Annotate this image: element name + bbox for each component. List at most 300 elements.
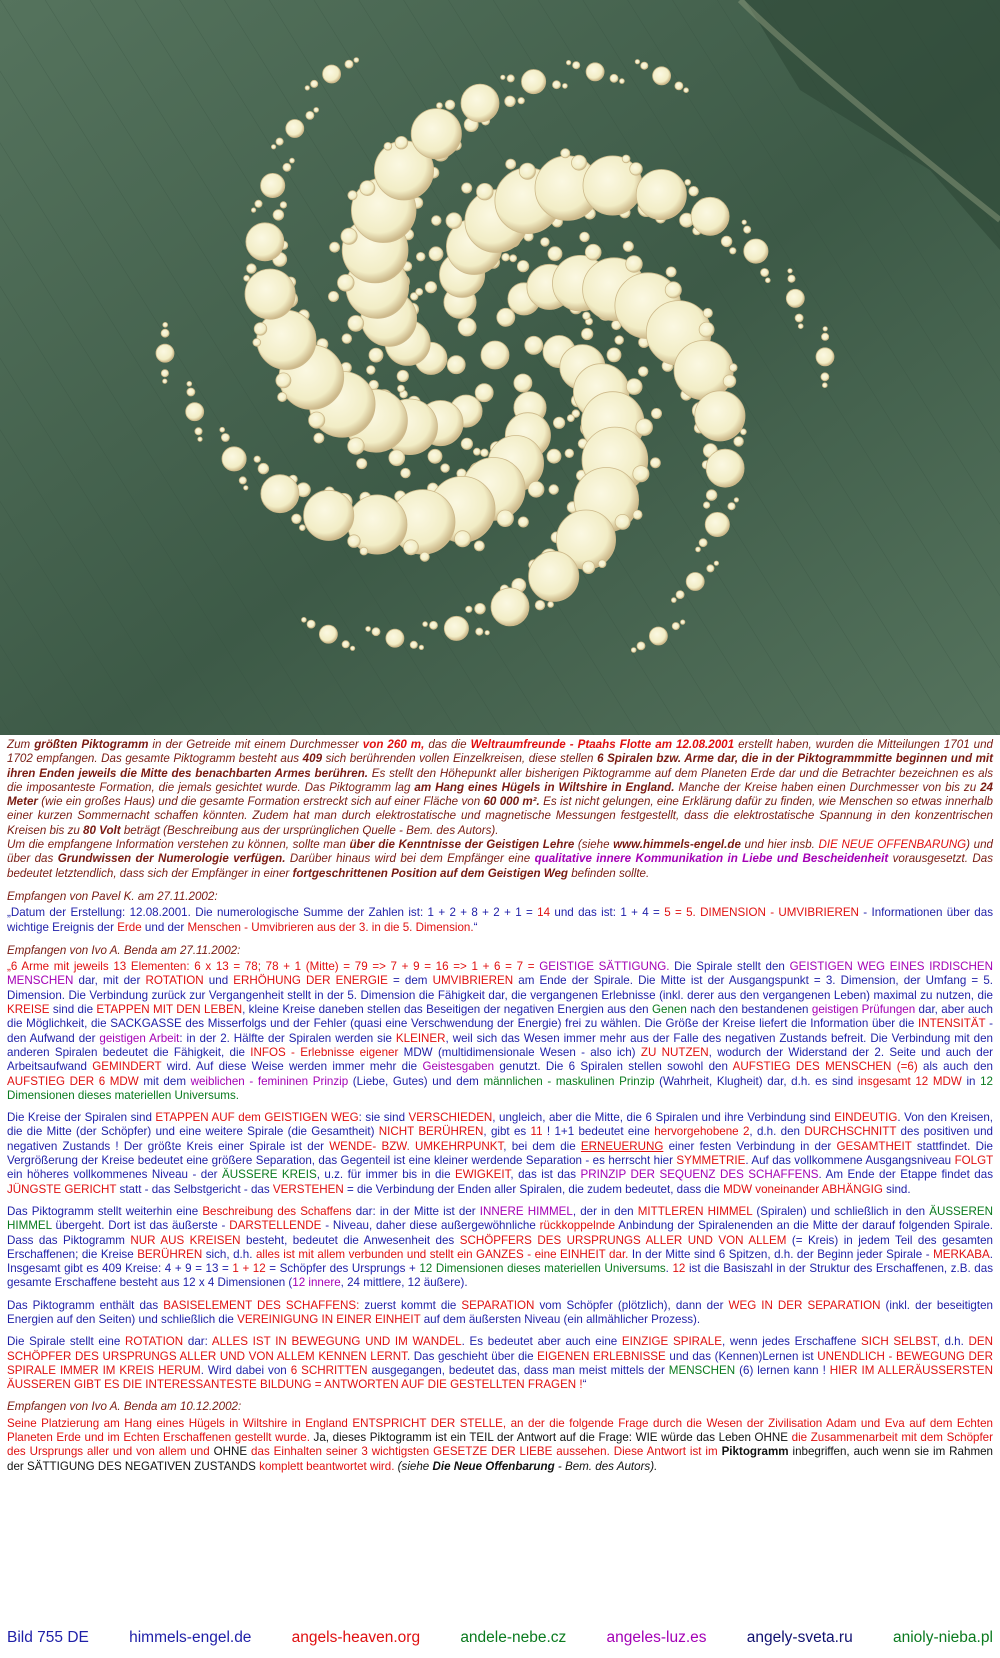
crop-circle	[290, 158, 295, 163]
intro-bold: über die Kenntnisse der Geistigen Lehre	[349, 838, 575, 852]
crop-circle	[573, 62, 580, 69]
crop-circle	[398, 385, 405, 392]
crop-circle	[323, 65, 341, 83]
crop-circle	[695, 391, 745, 441]
footer-link-himmels-engel[interactable]: himmels-engel.de	[129, 1629, 252, 1646]
crop-circle	[445, 100, 455, 110]
crop-circle	[706, 449, 744, 487]
msg-text: Anbindung der Spiralenenden an die Mitte der darauf folgenden Spirale. Dass das Piktogramm	[7, 1219, 993, 1247]
intro-text: ) und über das	[7, 838, 993, 866]
intro-text: Darüber hinaus wird bei dem Empfänger eine	[285, 852, 535, 866]
crop-circle	[446, 213, 462, 229]
msg-purple: geistigen Arbeit	[99, 1031, 180, 1045]
msg-green: 12 Dimensionen dieses materiellen Universums	[419, 1262, 666, 1276]
msg-red-underlined: ERNEUERUNG	[580, 1139, 664, 1153]
crop-circle	[221, 434, 229, 442]
msg-text: sind die	[49, 1003, 97, 1017]
msg-text: , d.h. den	[749, 1125, 805, 1139]
crop-circle	[386, 629, 404, 647]
crop-circle	[481, 341, 509, 369]
msg-text: . Insgesamt gibt es 409 Kreise: 4 + 9 = 13 =	[7, 1247, 993, 1276]
crop-circle	[401, 468, 411, 478]
crop-circle	[305, 86, 309, 90]
msg-text: (Wahrheit, Klugheit) dar, d.h. es sind	[654, 1074, 858, 1088]
intro-bold: fortgeschrittenen Position auf dem Geistigen Weg	[292, 866, 569, 880]
neue-offenbarung-ref: Die Neue Offenbarung	[432, 1459, 555, 1473]
crop-circle	[475, 384, 493, 402]
crop-circle	[816, 348, 834, 366]
crop-circle	[529, 551, 579, 601]
msg-red: JÜNGSTE GERICHT	[7, 1182, 117, 1196]
crop-circle	[220, 427, 225, 432]
crop-circle	[161, 370, 168, 377]
msg-text: , der in den	[572, 1204, 638, 1218]
msg-red: KLEINER	[395, 1031, 446, 1045]
crop-circle	[307, 620, 315, 628]
crop-circle	[461, 84, 499, 122]
msg-text: - den Aufwand der	[7, 1017, 993, 1045]
crop-circle	[366, 627, 371, 632]
crop-circle	[245, 269, 295, 319]
crop-circle	[582, 328, 593, 339]
crop-circle	[620, 79, 625, 84]
msg-text: dar:	[183, 1335, 212, 1349]
crop-circle	[615, 514, 630, 529]
crop-circle	[742, 220, 746, 224]
crop-circle	[681, 620, 685, 624]
crop-circle	[699, 322, 714, 337]
footer-link-anioly-nieba[interactable]: anioly-nieba.pl	[892, 1629, 993, 1646]
intro-text: sich berührenden vollen Einzelkreisen, diese stellen	[322, 752, 598, 766]
crop-circle	[423, 622, 428, 627]
crop-circle	[553, 81, 561, 89]
msg-red: GEMINDERT	[92, 1060, 162, 1074]
crop-circle	[651, 408, 661, 418]
crop-circle	[548, 602, 554, 608]
crop-circle	[348, 316, 364, 332]
crop-circle	[273, 210, 284, 221]
crop-circle	[684, 88, 689, 93]
crop-circle	[444, 616, 468, 640]
msg-text: des positiven und negativen Zustands ! Der größte Kreis einer Spirale ist der	[7, 1125, 994, 1153]
msg-text: inbegriffen, auch wenn sie im Rahmen der	[7, 1445, 993, 1473]
msg-red: HIER IM ALLERÄUSSERSTEN ÄUSSEREN GIBT ES DIE INTERESSANTESTE BILDUNG = ANTWORTEN AUF DIE GESTELLTEN FRAGEN !	[7, 1363, 994, 1392]
crop-circle	[765, 278, 770, 283]
crop-circle	[714, 561, 718, 565]
crop-circle	[342, 641, 349, 648]
crop-circle	[186, 403, 204, 421]
msg-text: (6) lernen kann !	[735, 1363, 830, 1377]
crop-circle	[187, 388, 195, 396]
crop-circle-photo	[0, 0, 1000, 735]
footer-link-angels-heaven[interactable]: angels-heaven.org	[291, 1629, 421, 1646]
msg-red: BERÜHREN	[137, 1247, 203, 1261]
crop-circle	[357, 459, 367, 469]
crop-circle	[675, 82, 683, 90]
crop-circle	[637, 642, 645, 650]
crop-circle	[585, 244, 601, 260]
msg-purple: 12 innere	[292, 1276, 341, 1290]
msg-text: und	[203, 974, 234, 988]
intro-bold: 80 Volt	[83, 823, 121, 837]
crop-circle	[721, 236, 732, 247]
footer-link-angely-sveta[interactable]: angely-sveta.ru	[746, 1629, 853, 1646]
crop-circle	[428, 449, 442, 463]
msg-red: Beschreibung des Schaffens	[202, 1204, 352, 1218]
crop-circle	[788, 275, 795, 282]
crop-circle	[299, 525, 305, 531]
crop-circle	[156, 344, 174, 362]
msg-text: Das Piktogramm stellt weiterhin eine	[7, 1204, 203, 1218]
msg-red: 1 + 12	[232, 1262, 266, 1276]
msg-red: ROTATION	[125, 1335, 184, 1349]
crop-circle	[626, 379, 642, 395]
msg-text: : sie sind	[358, 1111, 409, 1125]
msg-red: FOLGT	[954, 1154, 994, 1168]
crop-circle	[541, 238, 550, 247]
msg-red: DEN SCHÖPFER DES URSPRUNGS ALLER UND VON ALLEM KENNEN LERNT	[7, 1335, 993, 1363]
crop-circle	[822, 383, 827, 388]
intro-text: in der Getreide mit einem Durchmesser	[148, 738, 363, 751]
msg-red: AUFSTIEG DER 6 MDW	[7, 1074, 139, 1088]
crop-circle	[798, 324, 803, 329]
crop-circle	[328, 291, 338, 301]
msg-red: BASISELEMENT DES SCHAFFENS:	[163, 1298, 360, 1312]
crop-circle	[548, 247, 562, 261]
msg-text: . Von den Kreisen, die die Mitte (der Schöpfer) und eine weitere Spirale (die Gesamtheit)	[7, 1111, 993, 1139]
msg-red: alles ist mit allem verbunden und stellt ein GANZES - eine EINHEIT dar.	[255, 1247, 629, 1261]
crop-circle	[261, 173, 285, 197]
intro-text: erstellt haben, wurden die Mitteilungen 1701 und 1702 empfangen. Das gesamte Piktogramm besteht aus	[7, 738, 994, 766]
intro-text: (wie ein großes Haus) und die gesamte Formation erstreckt sich auf einer Fläche von	[37, 795, 484, 809]
crop-circle	[549, 485, 559, 495]
crop-circle	[822, 333, 829, 340]
crop-circle	[741, 429, 747, 435]
crop-circle	[255, 200, 262, 207]
msg-text: und das (Kennen)Lernen ist	[665, 1349, 818, 1363]
crop-circle	[319, 625, 337, 643]
crop-circle	[633, 510, 642, 519]
crop-circle	[522, 70, 546, 94]
crop-circle	[345, 60, 353, 68]
msg-text: Die Spirale stellt eine	[7, 1335, 125, 1349]
msg-text: (Liebe, Gutes) und dem	[348, 1074, 484, 1088]
crop-circle	[691, 197, 729, 235]
footer-links	[7, 1626, 993, 1650]
msg-red: rückkoppelnde	[539, 1219, 616, 1233]
msg-text: : in der 2. Hälfte der Spiralen werden sie	[179, 1031, 396, 1045]
crop-circle	[404, 540, 419, 555]
crop-circle	[384, 142, 392, 150]
msg-text: , wenn jedes Erschaffene	[721, 1335, 862, 1349]
msg-text: nach den bestandenen	[686, 1003, 812, 1017]
msg-purple: PRINZIP DER SEQUENZ DES SCHAFFENS	[580, 1168, 819, 1182]
msg-purple: GEISTIGEN WEG EINES IRDISCHEN MENSCHEN	[7, 960, 993, 988]
crop-circle	[518, 98, 524, 104]
msg-text: ist die Basiszahl in der Struktur des Erschaffenen, z.B. das gesamte Erschaffene besteht aus 12 x 4 Dimensionen (	[7, 1262, 993, 1290]
msg-green: Dimensionen dieses materiellen Universums.	[7, 1088, 239, 1102]
msg-text: dar, mit der	[73, 974, 146, 988]
crop-circle	[372, 628, 380, 636]
crop-circle	[302, 617, 307, 622]
crop-circle	[641, 62, 648, 69]
msg-red: ETAPPEN AUF dem GEISTIGEN WEG	[155, 1111, 359, 1125]
msg-red: EIGENEN ERLEBNISSE	[537, 1349, 666, 1363]
msg-text: . Wird dabei von	[200, 1363, 291, 1377]
crop-circle	[615, 336, 624, 345]
msg-text: statt - das Selbstgericht - das	[116, 1182, 273, 1196]
intro-text: Es stellt den Höhepunkt aller bisherigen Piktogramme auf dem Planeten Erde dar und die Betrachter bezeichnen es als die imposanteste Formation, die jemals gesichtet wurde. Das Piktogramm lag	[7, 766, 993, 794]
crop-circle	[686, 573, 704, 591]
msg-text: . Auf das vollkommene Ausgangsniveau	[745, 1154, 955, 1168]
crop-circle	[598, 560, 606, 568]
crop-circle	[491, 588, 529, 626]
msg-red: KREISE	[7, 1003, 50, 1017]
crop-circle	[795, 314, 803, 322]
crop-circle	[630, 163, 643, 176]
msg-red: ETAPPEN MIT DEN LEBEN	[96, 1003, 243, 1017]
intro-bold-purple: qualitative innere Kommunikation in Liebe und Bescheidenheit	[534, 852, 889, 866]
crop-circle	[161, 329, 169, 337]
msg-text: (inkl. der beseitigten Energien auf den Seiten) und schließlich die	[7, 1298, 993, 1326]
msg-purple: GEISTIGE SÄTTIGUNG.	[539, 960, 670, 974]
msg-red: MITTLEREN HIMMEL	[637, 1204, 753, 1218]
msg-text: besteht, bedeutet die Anwesenheit des	[240, 1233, 460, 1247]
crop-circle	[623, 241, 633, 251]
crop-circle	[411, 109, 461, 159]
msg-text: Die Spirale stellt den	[669, 960, 790, 974]
crop-circle	[239, 477, 246, 484]
message-ivo-paragraph-5	[7, 1335, 993, 1392]
msg-red: UMVIBRIEREN	[432, 974, 514, 988]
msg-red: WEG IN DER SEPARATION	[728, 1298, 881, 1312]
crop-circle	[501, 75, 505, 79]
msg-text: . Am Ende der Etappe findet das	[818, 1168, 993, 1182]
crop-circle	[705, 512, 729, 536]
crop-circle	[309, 412, 325, 428]
crop-circle	[278, 392, 287, 401]
msg-text: “	[473, 920, 478, 934]
intro-text: (siehe	[574, 838, 614, 852]
crop-circle	[360, 181, 375, 196]
crop-circle	[685, 179, 691, 185]
msg-text: „Datum der Erstellung: 12.08.2001. Die numerologische Summe der Zahlen ist: 1 + 2 + 8 + 2 + 1 =	[7, 906, 538, 920]
intro-text: Es ist nicht gelungen, eine Erklärung dafür zu finden, wie Menschen so etwas innerhalb einer kurzen Sommernacht schaffen könnten. Zudem hat man durch elektrostatische und magnetische Messungen festgestellt, dass die elektrostatische Spannung in den konzentrischen Kreisen bis zu	[7, 795, 993, 837]
crop-circle	[441, 464, 450, 473]
intro-text: befinden sollte.	[568, 866, 650, 880]
msg-red: MDW voneinander ABHÄNGIG	[723, 1182, 883, 1196]
intro-text: das die	[424, 738, 471, 751]
msg-purple: weiblichen - femininen Prinzip	[190, 1074, 349, 1088]
crop-circle	[582, 561, 595, 574]
crop-circle	[744, 226, 751, 233]
himmels-engel-link[interactable]: www.himmels-engel.de	[613, 838, 741, 852]
msg-text: = dem	[387, 974, 433, 988]
msg-text: übergeht. Dort ist das äußerste -	[51, 1219, 230, 1233]
crop-circle	[304, 490, 354, 540]
crop-circle	[292, 514, 302, 524]
message-ivo-paragraph-3	[7, 1205, 993, 1291]
crop-circle	[338, 275, 355, 292]
crop-circle	[163, 322, 168, 327]
intro-text: beträgt (Beschreibung aus der ursprünglichen Quelle - Bem. des Autors).	[120, 823, 499, 837]
article-text	[7, 738, 993, 1483]
crop-circle	[397, 370, 408, 381]
msg-text: , gibt es	[483, 1125, 531, 1139]
msg-red: 14	[537, 906, 551, 920]
crop-circle	[475, 603, 486, 614]
crop-circle	[535, 600, 545, 610]
msg-text: , 24 mittlere, 12 äußere).	[340, 1276, 468, 1290]
crop-circle	[367, 366, 376, 375]
crop-circle	[626, 256, 643, 273]
intro-bold: Grundwissen der Numerologie verfügen.	[57, 852, 286, 866]
crop-circle	[561, 149, 570, 158]
crop-circle	[583, 312, 591, 320]
msg-purple: Geistesgaben	[422, 1060, 495, 1074]
crop-circle	[506, 159, 516, 169]
crop-circle	[395, 136, 408, 149]
message-header-ivo-2: Empfangen von Ivo A. Benda am 10.12.2002:	[7, 1400, 242, 1414]
msg-text: Das Piktogramm enthält das	[7, 1298, 164, 1312]
crop-circle	[477, 183, 494, 200]
msg-text: und der	[141, 920, 188, 934]
crop-circle	[283, 163, 291, 171]
neue-offenbarung-link[interactable]: DIE NEUE OFFENBARUNG	[818, 838, 967, 852]
crop-circle	[517, 261, 528, 272]
msg-red: DURCHSCHNITT	[804, 1125, 897, 1139]
crop-circle	[635, 60, 639, 64]
crop-circle	[432, 216, 442, 226]
crop-circle	[514, 374, 532, 392]
crop-circle	[276, 138, 283, 145]
intro-text: und hier insb.	[740, 838, 819, 852]
crop-circle	[254, 323, 267, 336]
msg-text: “	[582, 1378, 587, 1392]
message-pavel	[7, 906, 993, 935]
crop-circle	[518, 517, 528, 527]
message-header-ivo-1: Empfangen von Ivo A. Benda am 27.11.2002:	[7, 943, 241, 957]
msg-red: SCHÖPFERS DES URSPRUNGS ALLER UND VON ALLEM	[459, 1233, 787, 1247]
msg-text: OHNE	[754, 1431, 789, 1445]
crop-circle	[348, 535, 361, 548]
msg-text: dar: in der Mitte ist der	[351, 1204, 480, 1218]
crop-circle	[251, 208, 255, 212]
crop-circle	[348, 438, 365, 455]
crop-circle	[744, 239, 768, 263]
crop-circle	[222, 447, 246, 471]
crop-circle	[195, 428, 202, 435]
crop-circle	[198, 437, 202, 441]
msg-red: MERKABA	[933, 1247, 990, 1261]
crop-circle	[525, 336, 543, 354]
crop-circle	[572, 155, 587, 170]
msg-text: - Niveau, daher diese außergewöhnliche	[321, 1219, 540, 1233]
msg-red: DARSTELLENDE	[229, 1219, 322, 1233]
crop-circle	[653, 67, 671, 85]
crop-circle	[728, 503, 735, 510]
footer-link-andele-nebe[interactable]: andele-nebe.cz	[460, 1629, 567, 1646]
msg-red: SICH SELBST	[861, 1335, 937, 1349]
msg-text: sich, d.h.	[202, 1247, 256, 1261]
crop-circle	[348, 191, 357, 200]
crop-circle	[419, 645, 423, 649]
crop-circle	[567, 415, 574, 422]
msg-text: stattfindet. Die Vergrößerung der Kreise bedeutet eine größere Separation, das Gegenteil ist eine kleiner werdende Separation - es herrscht hier	[7, 1139, 993, 1168]
crop-circle	[342, 334, 352, 344]
crop-circle	[416, 288, 423, 295]
crop-circle	[723, 375, 736, 388]
msg-purple: geistigen Prüfungen	[811, 1003, 916, 1017]
crop-circle	[547, 449, 561, 463]
msg-text: (Spiralen) und schließlich in den	[752, 1204, 930, 1218]
crop-circle	[734, 498, 738, 502]
msg-red: ERHÖHUNG DER ENERGIE	[233, 974, 388, 988]
msg-green: männlichen - maskulinen Prinzip	[483, 1074, 655, 1088]
msg-text: .	[665, 1262, 673, 1276]
msg-red: EWIGKEIT	[455, 1168, 511, 1182]
crop-circle	[330, 242, 340, 252]
crop-circle	[607, 348, 621, 362]
crop-circle	[622, 155, 630, 163]
crop-circle	[389, 450, 405, 466]
crop-circle	[369, 348, 383, 362]
crop-circle	[553, 417, 564, 428]
msg-red: AUFSTIEG DES MENSCHEN (=6)	[732, 1060, 918, 1074]
msg-text: OHNE	[213, 1445, 248, 1459]
crop-circle	[254, 456, 260, 462]
msg-red: VERSCHIEDEN	[408, 1111, 493, 1125]
message-ivo-paragraph-1	[7, 960, 993, 1103]
msg-text: , d.h.	[936, 1335, 969, 1349]
crop-circle	[258, 463, 269, 474]
crop-circle	[420, 552, 429, 561]
msg-text: In der Mitte sind 6 Spitzen, d.h. der Beginn jeder Spirale -	[628, 1247, 934, 1261]
msg-text: Ja, dieses Piktogramm ist ein TEIL der Antwort auf die Frage: WIE würde das Leben	[309, 1431, 755, 1445]
msg-text: Die Kreise der Spiralen sind	[7, 1111, 156, 1125]
crop-circle	[455, 531, 471, 547]
intro-paragraph	[7, 738, 993, 881]
crop-circle	[507, 75, 514, 82]
msg-text: vom Schöpfer (plötzlich), dann der	[534, 1298, 729, 1312]
msg-text: und das ist: 1 + 4 =	[550, 906, 665, 920]
crop-circle	[163, 379, 167, 383]
crop-circle	[461, 438, 472, 449]
intro-bold-red: Weltraumfreunde - Ptaahs Flotte am 12.08.2001	[470, 738, 735, 751]
msg-italic: - Bem. des Autors).	[554, 1459, 658, 1473]
message-header-pavel: Empfangen von Pavel K. am 27.11.2002:	[7, 889, 218, 903]
crop-circle	[665, 282, 681, 298]
crop-circle	[565, 449, 574, 458]
crop-circle	[510, 255, 517, 262]
intro-bold-red: von 260 m,	[362, 738, 425, 751]
crop-circle	[476, 628, 483, 635]
msg-red: das Einhalten seiner 3 wichtigsten GESETZE DER LIEBE aussehen. Diese Antwort ist im	[247, 1445, 722, 1459]
crop-circle	[519, 163, 535, 179]
crop-circle	[761, 269, 769, 277]
crop-circle	[311, 80, 318, 87]
crop-circle	[696, 547, 701, 552]
crop-circle	[286, 120, 304, 138]
crop-circle	[638, 367, 648, 377]
footer-link-angeles-luz[interactable]: angeles-luz.es	[606, 1629, 707, 1646]
crop-circle	[271, 145, 275, 149]
crop-circle	[633, 466, 649, 482]
msg-text: = Schöpfer des Ursprungs +	[265, 1262, 420, 1276]
crop-circle	[666, 267, 676, 277]
message-ivo-paragraph-2	[7, 1111, 993, 1197]
intro-bold: 60 000 m².	[483, 795, 540, 809]
